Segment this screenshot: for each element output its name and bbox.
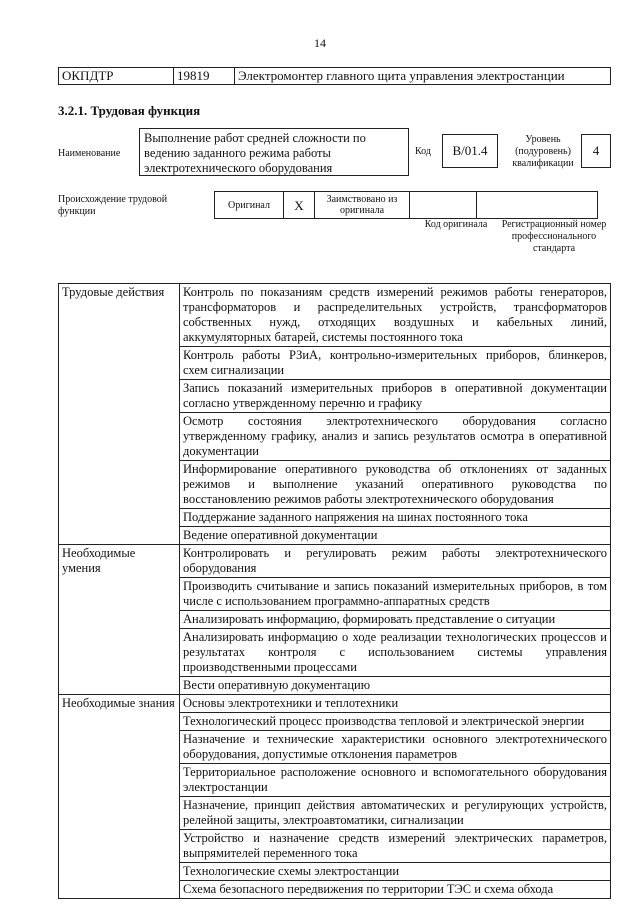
- item-cell: Технологический процесс производства тепловой и электрической энергии: [180, 713, 611, 731]
- code-original-caption: Код оригинала: [424, 219, 488, 230]
- item-cell: Основы электротехники и теплотехники: [180, 695, 611, 713]
- origin-borrowed: Заимствовано из оригинала: [315, 192, 410, 219]
- origin-reg-cell: [477, 192, 598, 219]
- code-label: Код: [415, 146, 431, 157]
- item-cell: Поддержание заданного напряжения на шинах постоянного тока: [180, 509, 611, 527]
- section-title: 3.2.1. Трудовая функция: [58, 103, 201, 118]
- origin-label: Происхождение трудовой функции: [58, 194, 168, 217]
- table-row: [59, 284, 611, 347]
- okpdtr-label: ОКПДТР: [59, 68, 174, 85]
- item-cell: Запись показаний измерительных приборов в оперативной документации согласно утвержденному перечню и графику: [180, 380, 611, 413]
- item-cell: Контроль работы РЗиА, контрольно-измерительных приборов, блинкеров, схем сигнализации: [180, 347, 611, 380]
- item-cell: Технологические схемы электростанции: [180, 863, 611, 881]
- item-cell: Устройство и назначение средств измерений электрических параметров, выпрямителей переменного тока: [180, 830, 611, 863]
- category-cell: Необходимые знания: [59, 695, 180, 899]
- function-code-box: В/01.4: [442, 134, 498, 168]
- level-box: 4: [581, 134, 611, 168]
- item-cell: Назначение и технические характеристики основного электротехнического оборудования, допустимые отклонения параметров: [180, 731, 611, 764]
- name-label: Наименование: [58, 148, 121, 159]
- page-number: 14: [314, 36, 326, 50]
- item-cell: Территориальное расположение основного и вспомогательного оборудования электростанции: [180, 764, 611, 797]
- item-cell: Анализировать информацию, формировать представление о ситуации: [180, 611, 611, 629]
- okpdtr-table: [58, 67, 611, 85]
- item-cell: Ведение оперативной документации: [180, 527, 611, 545]
- item-cell: Назначение, принцип действия автоматических и регулирующих устройств, релейной защиты, электроавтоматики, сигнализации: [180, 797, 611, 830]
- item-cell: Контроль по показаниям средств измерений режимов работы генераторов, трансформаторов и распределительных устройств, трансформаторов собственных нужд, отходящих воздушных и кабельных линий, аккумуляторных батарей, системы постоянного тока: [180, 284, 611, 347]
- item-cell: Анализировать информацию о ходе реализации технологических процессов и результатах контроля с использованием системы управления производственными процессами: [180, 629, 611, 677]
- function-name-box: Выполнение работ средней сложности по ведению заданного режима работы электротехнического оборудования: [139, 128, 409, 176]
- category-cell: Трудовые действия: [59, 284, 180, 545]
- origin-code-cell: [410, 192, 477, 219]
- function-details-table: [58, 283, 611, 899]
- item-cell: Производить считывание и запись показаний измерительных приборов, в том числе с использованием программно-аппаратных средств: [180, 578, 611, 611]
- item-cell: Схема безопасного передвижения по территории ТЭС и схема обхода: [180, 881, 611, 899]
- okpdtr-code: 19819: [174, 68, 235, 85]
- table-row: [59, 695, 611, 713]
- item-cell: Вести оперативную документацию: [180, 677, 611, 695]
- category-cell: Необходимые умения: [59, 545, 180, 695]
- level-label: Уровень (подуровень) квалификации: [512, 134, 574, 169]
- okpdtr-title: Электромонтер главного щита управления электростанции: [235, 68, 611, 85]
- item-cell: Контролировать и регулировать режим работы электротехнического оборудования: [180, 545, 611, 578]
- item-cell: Осмотр состояния электротехнического оборудования согласно утвержденному графику, анализ и запись результатов осмотра в оперативной документации: [180, 413, 611, 461]
- origin-mark: Х: [284, 192, 315, 219]
- reg-number-caption: Регистрационный номер профессионального стандарта: [501, 219, 607, 254]
- origin-table: [214, 191, 598, 219]
- item-cell: Информирование оперативного руководства об отклонениях от заданных режимов и выполнение указаний оперативного руководства по восстановлению режимов работы электротехнического оборудования: [180, 461, 611, 509]
- origin-original: Оригинал: [215, 192, 284, 219]
- table-row: [59, 545, 611, 578]
